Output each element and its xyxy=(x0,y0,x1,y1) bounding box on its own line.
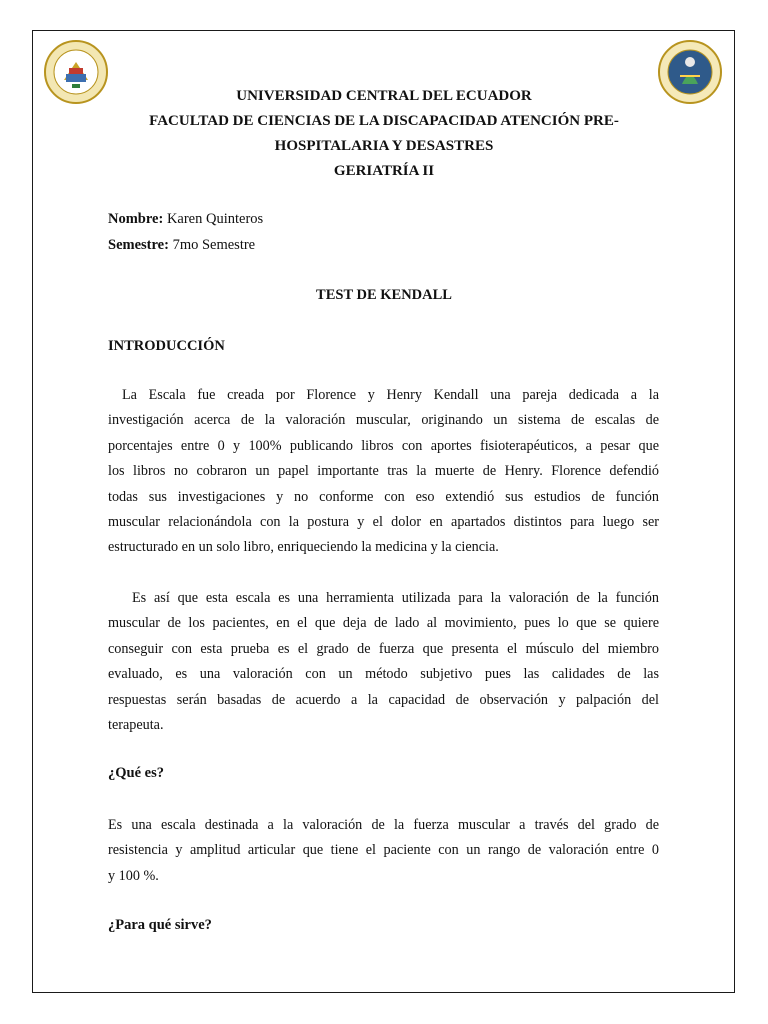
paragraph-line: Es así que esta escala es una herramienta utilizada para la valoración de la función xyxy=(132,590,659,606)
course-name: GERIATRÍA II xyxy=(333,163,435,179)
paragraph-line: terapeuta. xyxy=(108,716,164,733)
paragraph-line: y 100 %. xyxy=(108,867,159,884)
university-name: UNIVERSIDAD CENTRAL DEL ECUADOR xyxy=(236,88,532,104)
paragraph-line: conseguir con esta prueba es el grado de fuerza que presenta el músculo del miembro xyxy=(108,640,659,657)
paragraph-line: resistencia y amplitud articular que tiene el paciente con un rango de valoración entre 0 xyxy=(108,842,659,859)
name-value: Karen Quinteros xyxy=(166,211,264,227)
intro-paragraph-2 xyxy=(108,586,659,738)
paragraph-line: todas sus investigaciones y no conforme con eso extendió sus estudios de función xyxy=(108,488,659,505)
semester-label: Semestre: xyxy=(108,237,169,253)
para-que-heading: ¿Para qué sirve? xyxy=(108,917,212,933)
student-name-line xyxy=(108,211,263,228)
paragraph-line: La Escala fue creada por Florence y Henry Kendall una pareja dedicada a la xyxy=(122,387,659,403)
que-es-heading: ¿Qué es? xyxy=(108,765,164,781)
paragraph-line: respuestas serán basadas de acuerdo a la capacidad de observación y palpación del xyxy=(108,691,659,708)
paragraph-line: muscular de los pacientes, en el que deja de lado al movimiento, pues lo que se quiere xyxy=(108,615,659,632)
semester-line xyxy=(108,237,255,254)
intro-heading: INTRODUCCIÓN xyxy=(108,338,225,354)
paragraph-line: investigación acerca de la valoración muscular, originando un sistema de escalas de xyxy=(108,412,659,429)
semester-value: 7mo Semestre xyxy=(172,237,256,253)
intro-paragraph-1 xyxy=(108,383,659,561)
document-title: TEST DE KENDALL xyxy=(316,287,452,303)
paragraph-line: los libros no cobraron un papel importante tras la muerte de Henry. Florence defendió xyxy=(108,463,659,480)
university-seal-logo xyxy=(44,40,108,104)
paragraph-line: muscular relacionándola con la postura y el dolor en apartados distintos para luego ser xyxy=(108,513,659,530)
paragraph-line: evaluado, es una valoración con un método subjetivo pues las calidades de las xyxy=(108,666,659,683)
faculty-name-line1: FACULTAD DE CIENCIAS DE LA DISCAPACIDAD ATENCIÓN PRE- xyxy=(149,113,619,129)
faculty-seal-logo xyxy=(658,40,722,104)
que-es-paragraph xyxy=(108,813,659,889)
paragraph-line: Es una escala destinada a la valoración de la fuerza muscular a través del grado de xyxy=(108,817,659,833)
name-label: Nombre: xyxy=(108,211,164,227)
faculty-name-line2: HOSPITALARIA Y DESASTRES xyxy=(274,138,494,154)
document-header xyxy=(108,84,660,184)
paragraph-line: estructurado en un solo libro, enriqueciendo la medicina y la ciencia. xyxy=(108,539,499,556)
paragraph-line: porcentajes entre 0 y 100% publicando libros con aportes fisioterapéuticos, a pesar que xyxy=(108,437,659,454)
